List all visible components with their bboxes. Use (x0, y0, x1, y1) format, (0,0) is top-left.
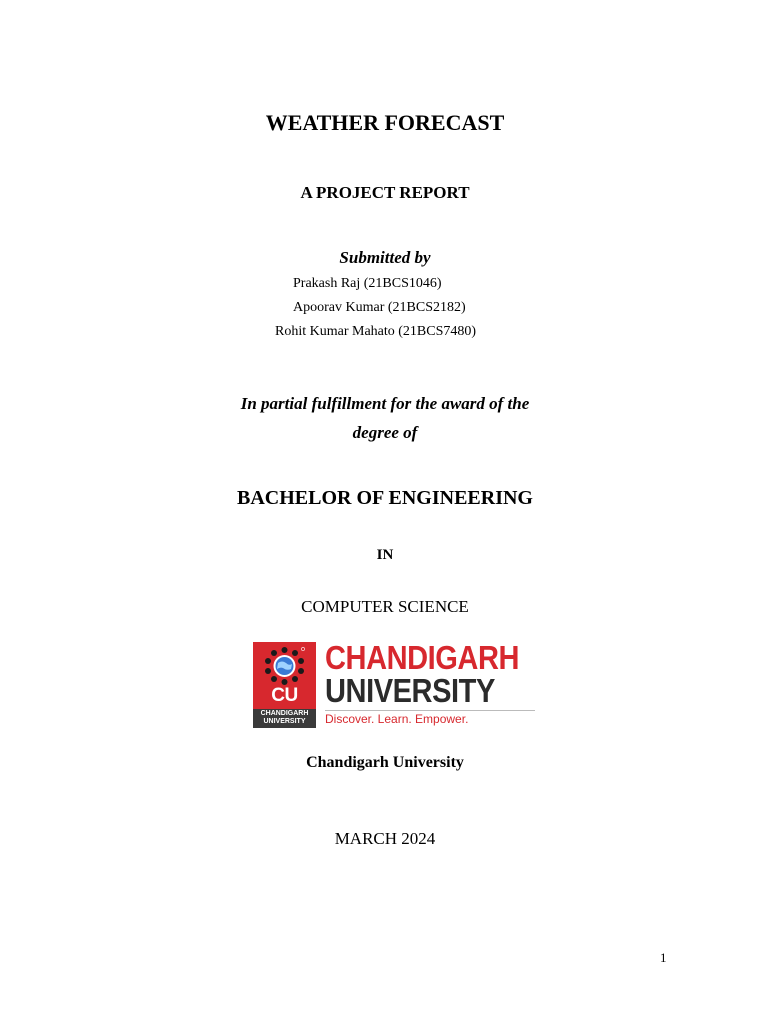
logo-tagline: Discover. Learn. Empower. (325, 712, 469, 726)
logo-badge-small-text: CHANDIGARH UNIVERSITY (260, 710, 309, 725)
logo-wordmark-line-1: CHANDIGARH (325, 639, 520, 676)
page-number: 1 (660, 950, 667, 965)
fulfillment-text-line-1: In partial fulfillment for the award of the (240, 394, 530, 413)
submitted-by-heading: Submitted by (339, 248, 431, 267)
submission-date: MARCH 2024 (334, 829, 436, 848)
logo-divider (325, 710, 535, 711)
author-name: Rohit Kumar Mahato (21BCS7480) (275, 324, 477, 339)
logo-badge-text: CU (271, 685, 298, 706)
branch-name: COMPUTER SCIENCE (301, 597, 469, 616)
institution-name: Chandigarh University (306, 754, 464, 771)
logo-wordmark-line-2: UNIVERSITY (325, 672, 495, 709)
globe-emblem-icon (261, 646, 308, 686)
university-logo (253, 639, 537, 730)
logo-badge (253, 642, 316, 728)
fulfillment-text-line-2: degree of (352, 423, 418, 442)
report-subtitle: A PROJECT REPORT (300, 183, 470, 202)
degree-name: BACHELOR OF ENGINEERING (237, 487, 533, 509)
in-label: IN (376, 547, 394, 563)
author-name: Apoorav Kumar (21BCS2182) (293, 300, 466, 315)
report-title: WEATHER FORECAST (265, 110, 505, 135)
author-name: Prakash Raj (21BCS1046) (293, 276, 442, 291)
